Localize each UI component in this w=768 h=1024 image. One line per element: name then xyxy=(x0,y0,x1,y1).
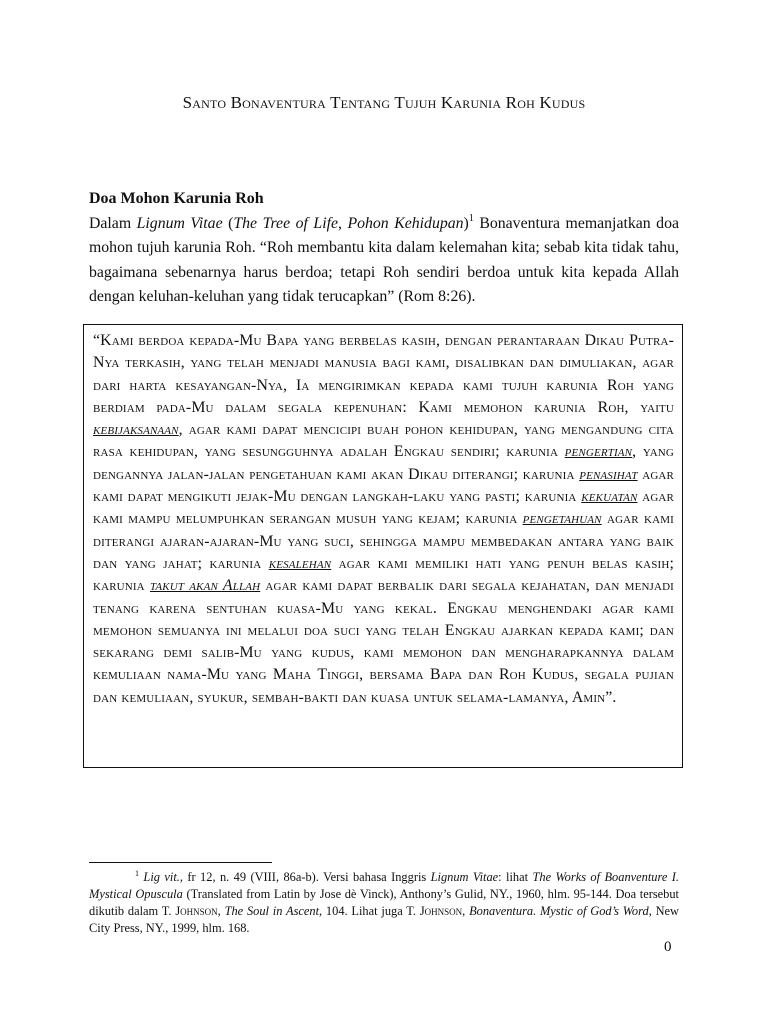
prayer-segment: , yang dengannya jalan-jalan pengetahuan kami akan Dikau diterangi; karunia xyxy=(93,443,674,483)
gift-counsel: penasihat xyxy=(579,465,638,483)
book-title-latin: Lignum Vitae xyxy=(136,215,223,232)
footnote-author: Johnson xyxy=(175,904,218,918)
footnote-number: 1 xyxy=(135,869,139,878)
intro-text: ) xyxy=(463,215,469,232)
footnote-text: , 104. Lihat juga T. xyxy=(319,904,420,918)
prayer-segment: “Kami berdoa kepada-Mu Bapa yang berbelas kasih, dengan perantaraan Dikau Putra-Nya terkasih, yang telah menjadi manusia bagi kami, disalibkan dan dimuliakan, agar dari harta kesayangan-Nya, Ia mengirimkan kepada kami tujuh karunia Roh yang berdiam pada-Mu dalam segala kepenuhan: Kami memohon karunia Roh, yaitu xyxy=(93,332,674,416)
prayer-segment: , agar kami dapat mencicipi buah pohon kehidupan, yang mengandung cita rasa kehidupan, yang sesungguhnya adalah Engkau sendiri; karunia xyxy=(93,421,674,461)
footnote-text: Lig vit. xyxy=(143,870,180,884)
footnote-text: , fr 12, n. 49 (VIII, 86a-b). Versi bahasa Inggris xyxy=(179,870,431,884)
prayer-segment: agar kami mampu melumpuhkan serangan musuh yang kejam; karunia xyxy=(93,488,675,528)
prayer-box xyxy=(83,324,683,768)
gift-fortitude: kekuatan xyxy=(581,488,638,506)
prayer-segment: agar kami memiliki hati yang penuh belas kasih; karunia xyxy=(93,554,674,595)
prayer-segment: agar kami diterangi ajaran-ajaran-Mu yang suci, sehingga mampu membedakan antara yang baik dan yang jahat; karunia xyxy=(93,510,674,572)
footnote-text: (Translated from Latin by Jose dè Vinck), Anthony’s Gulid, NY., 1960, hlm. 95-144. Doa tersebut dikutib dalam T. xyxy=(89,887,679,918)
gift-piety: kesalehan xyxy=(268,554,332,572)
intro-text: Dalam xyxy=(89,215,137,232)
footnote-author: Johnson xyxy=(419,904,463,918)
footnote-text: : lihat xyxy=(498,870,533,884)
intro-text: Bonaventura memanjatkan doa mohon tujuh karunia Roh. “Roh membantu kita dalam kelemahan kita; sebab kita tidak tahu, bagaimana sebenarnya harus berdoa; tetapi Roh sendiri berdoa untuk kita kepada Allah dengan keluhan-keluhan yang tidak terucapkan” (Rom 8:26). xyxy=(89,215,679,305)
prayer-segment: agar kami dapat mengikuti jejak-Mu dengan langkah-laku yang pasti; karunia xyxy=(93,465,674,506)
gift-fear-of-god: takut akan Allah xyxy=(149,577,261,595)
section-heading: Doa Mohon Karunia Roh xyxy=(89,190,264,207)
intro-text: ( xyxy=(222,215,234,232)
footnote xyxy=(89,869,679,937)
prayer-text xyxy=(93,330,674,709)
gift-knowledge: pengetahuan xyxy=(522,510,602,528)
footnote-text: , xyxy=(462,904,470,918)
footnote-ref[interactable]: 1 xyxy=(468,213,474,224)
footnote-text: Lignum Vitae xyxy=(430,870,499,884)
footnote-text: The Soul in Ascent xyxy=(224,904,320,918)
book-title-english: The Tree of Life xyxy=(233,215,338,232)
gift-wisdom: kebijaksanaan xyxy=(93,421,179,439)
footnote-text: , xyxy=(217,904,225,918)
book-title-indonesian: Pohon Kehidupan xyxy=(347,215,464,232)
footnote-divider xyxy=(89,862,272,863)
prayer-segment: agar kami dapat berbalik dari segala kejahatan, dan menjadi tenang karena sentuhan kuasa-Mu yang kekal. Engkau menghendaki agar kami memohon semuanya ini melalui doa suci yang telah Engkau ajarkan kepada kami; dan sekarang demi salib-Mu yang kudus, kami memohon dan mengharapkannya dalam kemuliaan nama-Mu yang Maha Tinggi, bersama Bapa dan Roh Kudus, segala pujian dan kemuliaan, syukur, sembah-bakti dan kuasa untuk selama-lamanya, Amin”. xyxy=(93,577,674,706)
intro-text: , xyxy=(337,215,348,232)
footnote-text: Bonaventura. Mystic of God’s Word xyxy=(469,904,649,918)
footnote-text: The Works of Boanventure I. Mystical Opuscula xyxy=(89,870,679,901)
page-title: Santo Bonaventura Tentang Tujuh Karunia Roh Kudus xyxy=(182,93,586,112)
footnote-text: , New City Press, NY., 1999, hlm. 168. xyxy=(89,904,679,935)
page-number: 0 xyxy=(664,939,672,955)
intro-paragraph xyxy=(89,212,679,309)
gift-understanding: pengertian xyxy=(564,443,633,461)
